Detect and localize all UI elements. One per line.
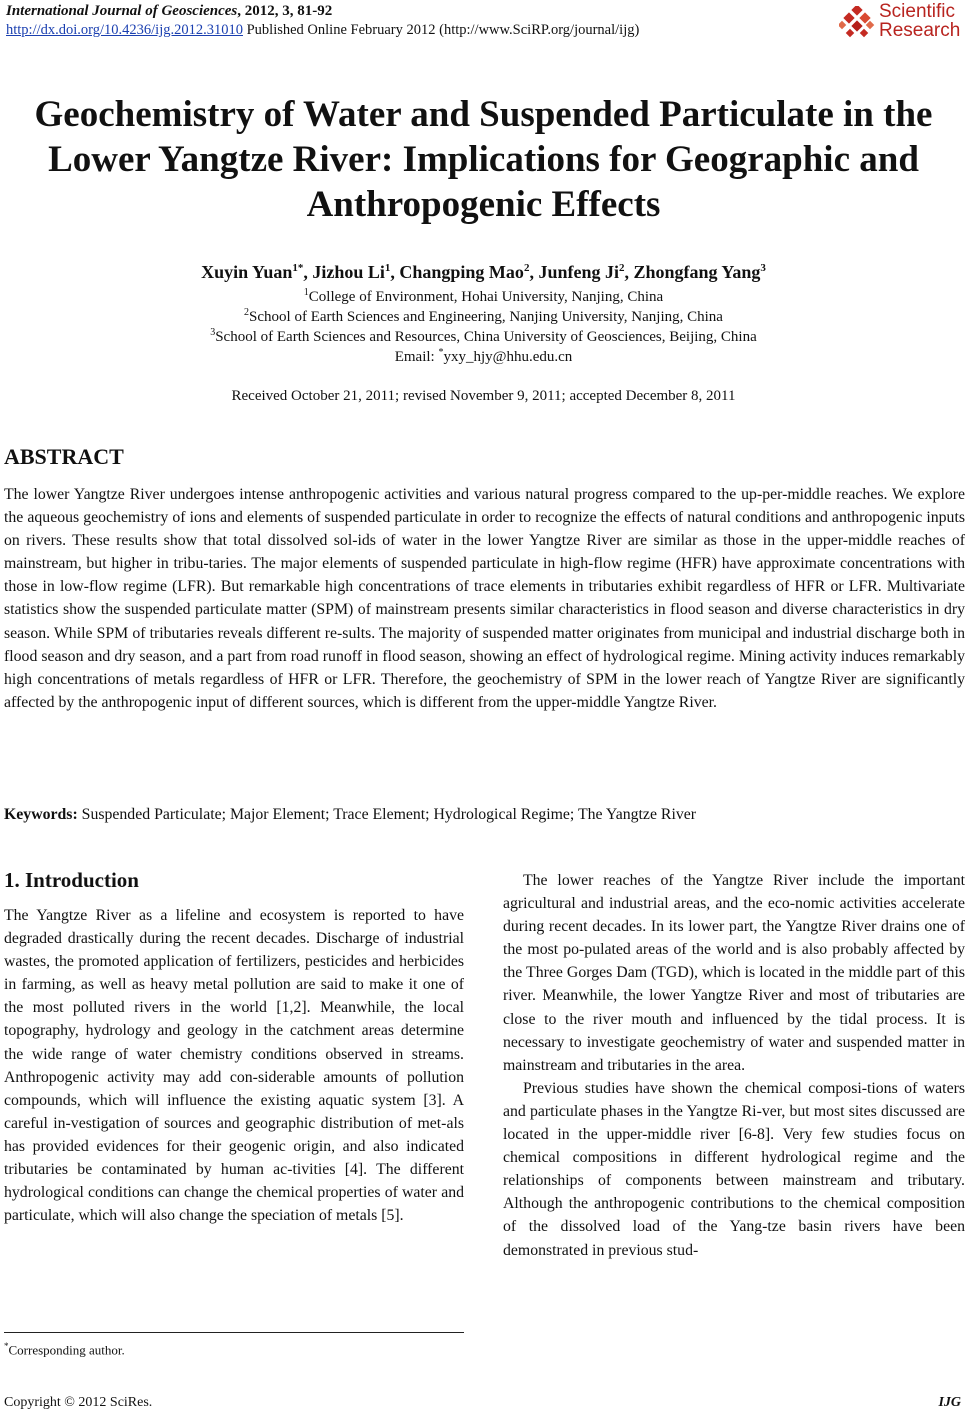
author-name: Jizhou Li (312, 262, 385, 282)
author-affiliation-mark: 2 (523, 262, 530, 274)
intro-paragraph: The Yangtze River as a lifeline and ecosystem is reported to have degraded drastically during the recent decades. Discharge of industrial wastes, the promoted application of fertilizers, pesticides and herbicides in farming, as well as heavy metal pollution are said to make it one of the most polluted rivers in the world [1,2]. Meanwhile, the local topography, hydrology and geology in the catchment areas determine the wide range of water chemistry conditions observed in streams. Anthropogenic activity may add con-siderable amounts of pollution compounds, which will influence the existing aquatic system [3]. A careful in-vestigation of sources and geographic distribution of met-als has provided evidences for their geogenic origin, and also indicated tributaries be contaminated by human ac-tivities [4]. The different hydrological conditions can change the chemical properties of water and particulate, which will also change the speciation of metals [5]. (4, 907, 464, 1225)
affiliation-mark: 1 (303, 287, 309, 298)
affiliation-text: School of Earth Sciences and Resources, China University of Geosciences, Beijing, China (215, 329, 757, 345)
copyright: Copyright © 2012 SciRes. (4, 1395, 153, 1410)
keywords-label: Keywords: (4, 806, 78, 823)
footnote-text: Corresponding author. (8, 1342, 125, 1358)
logo-mark-icon (839, 6, 875, 42)
author-name: Junfeng Ji (538, 262, 619, 282)
author-name: Zhongfang Yang (633, 262, 761, 282)
author-name: Xuyin Yuan (201, 262, 293, 282)
author-affiliation-mark: 1* (292, 262, 304, 274)
journal-volume: , 2012, 3, 81-92 (237, 3, 333, 19)
page-header (6, 2, 961, 46)
section-heading-introduction: 1. Introduction (4, 868, 139, 892)
doi-line (6, 21, 961, 40)
intro-paragraph: The lower reaches of the Yangtze River include the important agricultural and industrial areas, and the eco-nomic activities accelerate during recent decades. In its lower part, the Yangtze River drains one of the most po-pulated areas of the world and is also probably affected by the Three Gorges Dam (TGD), which is located in the middle part of this river. Meanwhile, the lower Yangtze River and most of tributaries are close to the river mouth and influenced by the tidal process. It is necessary to investigate geochemistry of water and suspended matter in mainstream and tributaries in the area. (503, 872, 965, 1074)
journal-citation (6, 2, 961, 21)
abstract-heading: ABSTRACT (4, 444, 124, 469)
paper-title (0, 92, 967, 227)
logo-text (879, 2, 960, 40)
keywords (4, 804, 965, 826)
affiliation-text: School of Earth Sciences and Engineering, Nanjing University, Nanjing, China (249, 309, 723, 325)
left-column (4, 904, 464, 1227)
right-column (503, 869, 965, 1262)
affiliation-text: College of Environment, Hohai University, Nanjing, China (308, 289, 664, 305)
author-affiliation-mark: 1 (384, 262, 391, 274)
doi-link[interactable]: http://dx.doi.org/10.4236/ijg.2012.31010 (6, 22, 243, 38)
affiliation-mark: 2 (244, 307, 250, 318)
footnote-mark: * (4, 1341, 9, 1351)
author-affiliation-mark: 3 (760, 262, 766, 274)
keywords-text: Suspended Particulate; Major Element; Trace Element; Hydrological Regime; The Yangtze River (77, 806, 697, 823)
email-address[interactable]: yxy_hjy@hhu.edu.cn (443, 349, 573, 365)
title-line-1: Geochemistry of Water and Suspended Particulate in the (34, 94, 933, 135)
abstract-text: The lower Yangtze River undergoes intense anthropogenic activities and various natural progress compared to the up-per-middle reaches. We explore the aqueous geochemistry of ions and elements of suspended particulate in order to recognize the effects of natural conditions and anthropogenic inputs on rivers. These results show that total dissolved sol-ids of water in the lower Yangtze River are similar as those in the upper-middle reaches of mainstream, but higher in tribu-taries. The major elements of suspended particulate in high-flow regime (HFR) have approximate concentrations with those in low-flow regime (LFR). But remarkable high concentrations of trace elements in tributaries exhibit regardless of HFR or LFR. Multivariate statistics show the suspended particulate matter (SPM) of mainstream presents similar characteristics in flood season and diverse characteristics in dry season. While SPM of tributaries reveals different re-sults. The majority of suspended matter originates from municipal and industrial discharge both in flood season and dry season, and a part from road runoff in flood season, showing an effect of hydrological regime. Mining activity induces remarkably high concentrations of metals regardless of HFR or LFR. Therefore, the geochemistry of SPM in the lower reach of Yangtze River are significantly affected by the anthropogenic input of different sources, which is different from the upper-middle Yangtze River. (4, 486, 965, 711)
journal-abbreviation: IJG (938, 1395, 961, 1410)
received-dates: Received October 21, 2011; revised November 9, 2011; accepted December 8, 2011 (231, 388, 736, 404)
author-name: Changping Mao (399, 262, 524, 282)
intro-paragraph: Previous studies have shown the chemical composi-tions of waters and particulate phases in the Yangtze Ri-ver, but most sites discussed are located in the upper-middle river [6-8]. Very few studies focus on chemical compositions in different hydrological regime and the relationships of components between mainstream and tributary. Although the anthropogenic contributions to the chemical composition of the dissolved load of the Yang-tze basin rivers have been demonstrated in previous stud- (503, 1079, 965, 1259)
email-line (0, 343, 967, 367)
title-line-2: Lower Yangtze River: Implications for Geographic and (48, 139, 919, 180)
affiliation-mark: 3 (210, 327, 216, 338)
logo-text-line2: Research (879, 20, 961, 41)
email-label: Email: (394, 349, 439, 365)
author-affiliation-mark: 2 (618, 262, 625, 274)
logo-text-line1: Scientific (879, 1, 956, 22)
footnote-rule (4, 1332, 464, 1333)
scientific-research-logo (839, 2, 961, 46)
footnote (4, 1337, 125, 1359)
journal-name: International Journal of Geosciences (6, 3, 238, 19)
email-mark: * (438, 347, 444, 358)
published-online-text: Published Online February 2012 (http://www.SciRP.org/journal/ijg) (242, 22, 640, 38)
title-line-3: Anthropogenic Effects (306, 184, 661, 225)
author-list: Xuyin Yuan$^{1*}$, Jizhou Li$^1$, Changping Mao$^2$, Junfeng Ji$^2$, Zhongfang Yang$^3$ (201, 262, 766, 282)
